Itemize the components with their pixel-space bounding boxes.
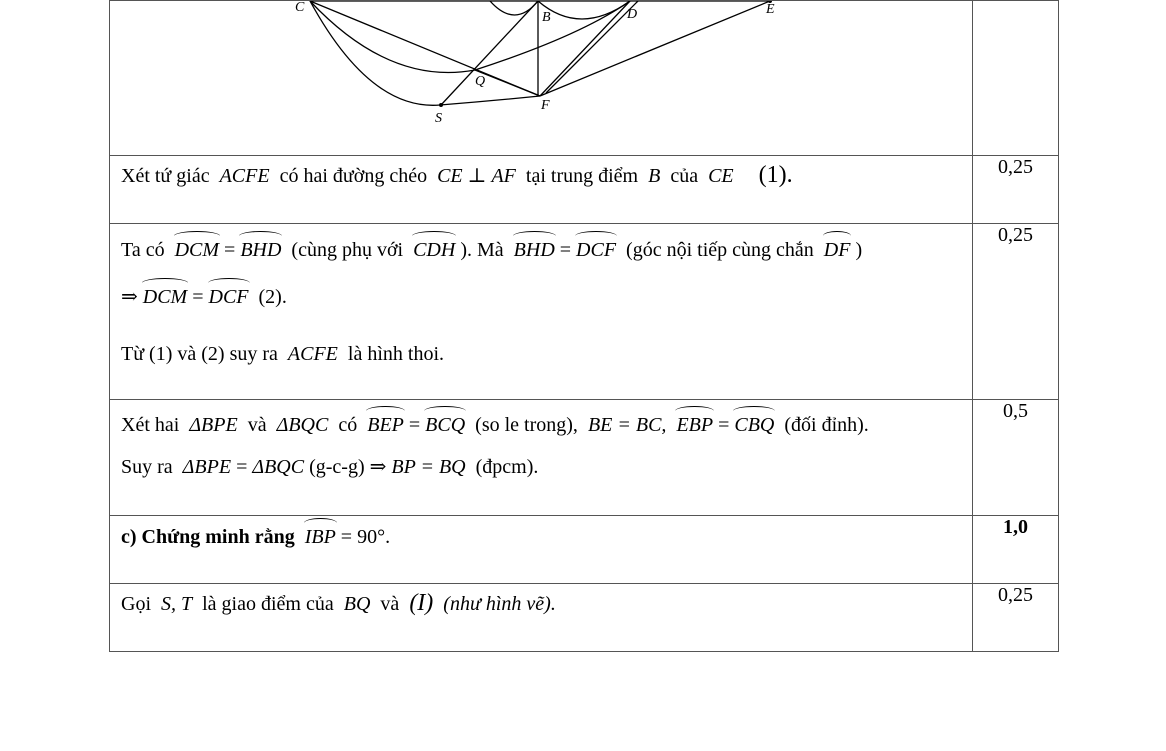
step-row-5 [110,584,1059,652]
step-5-score: 0,25 [973,584,1059,652]
step-1-content [110,156,973,224]
step-2-line-1: Ta có DCM = BHD (cùng phụ với CDH ). Mà BHD = DCF (góc nội tiếp cùng chắn DF ) [121,239,863,261]
step-3-content [110,400,973,516]
step-1-score: 0,25 [973,156,1059,224]
step-row-3 [110,400,1059,516]
label-q: Q [475,74,486,89]
part-c-heading-line: c) Chứng minh rằng IBP = 90°. [121,526,391,548]
step-row-2 [110,224,1059,400]
line-fe [540,1,770,96]
step-3-line-1: Xét hai ΔBPE và ΔBQC có BEP = BCQ (so le trong), BE = BC, EBP = CBQ (đối đỉnh). [121,414,869,436]
label-s: S [435,111,442,126]
label-d: D [627,7,638,22]
line-fd [540,1,630,96]
part-c-heading-row [110,516,1059,584]
label-e: E [766,2,775,17]
step-2-line-2: ⇒ DCM = DCF (2). [121,286,287,308]
step-1-line: Xét tứ giác ACFE có hai đường chéo CE ⊥ AF tại trung điểm B của CE (1). [121,162,793,188]
geometry-figure [110,1,972,155]
figure-score-cell [973,1,1059,156]
answer-sheet [109,0,1056,652]
step-2-content [110,224,973,400]
figure-cell [110,1,973,156]
step-2-score: 0,25 [973,224,1059,400]
step-2-line-3: Từ (1) và (2) suy ra ACFE là hình thoi. [121,343,445,365]
step-3-score: 0,5 [973,400,1059,516]
figure-row [110,1,1059,156]
step-row-1 [110,156,1059,224]
part-c-heading [110,516,973,584]
label-b: B [542,10,551,25]
step-5-line: Gọi S, T là giao điểm của BQ và (I) (như hình vẽ). [121,590,556,616]
label-f: F [541,98,550,113]
part-c-score: 1,0 [973,516,1059,584]
step-5-content [110,584,973,652]
point-s [439,103,443,107]
grading-table [109,0,1059,652]
step-3-line-2: Suy ra ΔBPE = ΔBQC (g-c-g) ⇒ BP = BQ (đpcm). [121,456,539,478]
label-c: C [295,1,305,15]
arc-outer [310,1,540,105]
